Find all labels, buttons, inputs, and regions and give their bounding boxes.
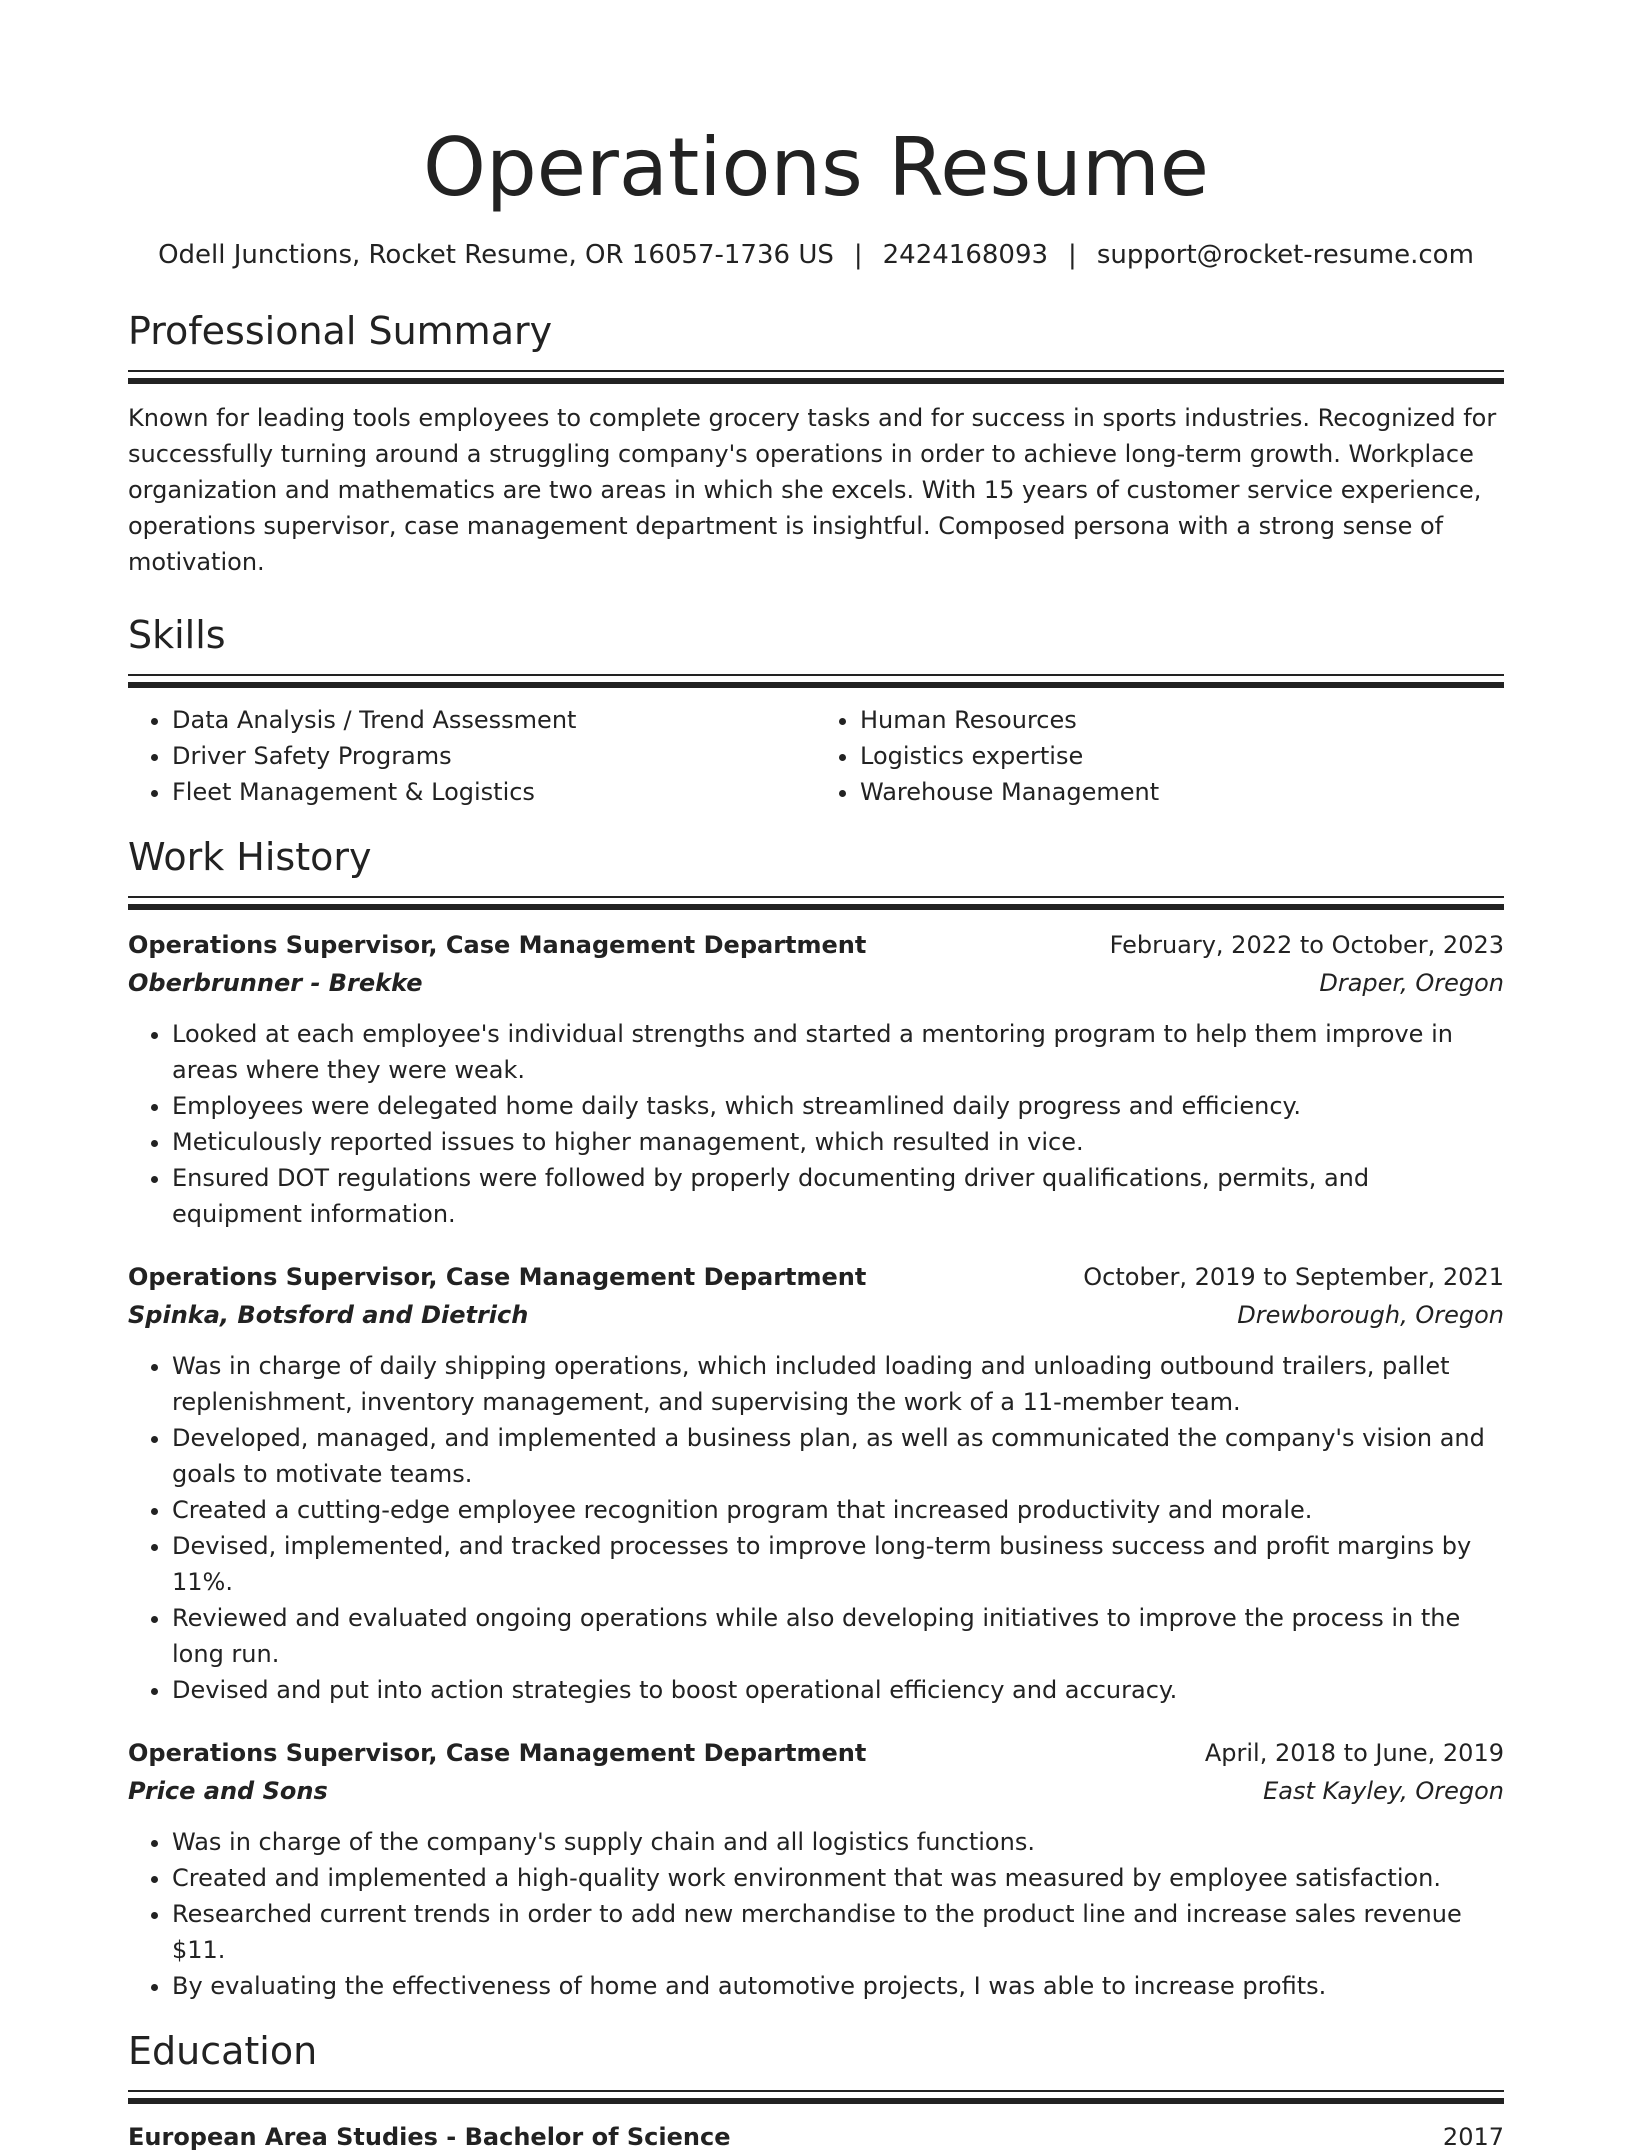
job-bullets — [128, 1016, 1504, 1232]
section-divider — [128, 682, 1504, 688]
job-company: Spinka, Botsford and Dietrich — [128, 1301, 529, 1329]
job-header — [128, 1258, 1504, 1296]
skill-item: • Data Analysis / Trend Assessment — [172, 702, 816, 738]
job-location: East Kayley, Oregon — [1263, 1777, 1504, 1805]
contact-separator: | — [853, 240, 863, 270]
job-entry — [128, 926, 1504, 1232]
job-subheader — [128, 1296, 1504, 1334]
education-entry — [128, 2118, 1504, 2156]
job-entry — [128, 1734, 1504, 2004]
skills-list — [128, 702, 1504, 810]
job-company: Oberbrunner - Brekke — [128, 969, 423, 997]
job-bullet: • Meticulously reported issues to higher management, which resulted in vice. — [172, 1124, 1504, 1160]
section-divider — [128, 378, 1504, 384]
skills-column-left — [128, 702, 816, 810]
job-bullet: • Created and implemented a high-quality work environment that was measured by employee satisfaction. — [172, 1860, 1504, 1896]
contact-line — [128, 238, 1504, 272]
skill-item: • Human Resources — [860, 702, 1504, 738]
job-subheader — [128, 1772, 1504, 1810]
job-title: Operations Supervisor, Case Management Department — [128, 1739, 867, 1767]
section-divider — [128, 2090, 1504, 2092]
job-entry — [128, 1258, 1504, 1708]
section-heading-work-history: Work History — [128, 835, 372, 879]
job-dates: October, 2019 to September, 2021 — [1083, 1263, 1504, 1291]
contact-separator: | — [1068, 240, 1077, 270]
job-bullets — [128, 1348, 1504, 1708]
contact-phone: 2424168093 — [882, 240, 1049, 270]
section-divider — [128, 370, 1504, 372]
job-bullet: • Devised, implemented, and tracked processes to improve long-term business success and profit margins by 11%. — [172, 1528, 1504, 1600]
job-header — [128, 1734, 1504, 1772]
education-section — [128, 2026, 1504, 2156]
job-header — [128, 926, 1504, 964]
job-bullet: • Researched current trends in order to add new merchandise to the product line and increase sales revenue $11. — [172, 1896, 1504, 1968]
job-subheader — [128, 964, 1504, 1002]
education-year: 2017 — [1442, 2123, 1504, 2151]
job-bullet: • Was in charge of daily shipping operations, which included loading and unloading outbound trailers, pallet replenishment, inventory management, and supervising the work of a 11-member team. — [172, 1348, 1504, 1420]
skill-item: • Logistics expertise — [860, 738, 1504, 774]
job-dates: February, 2022 to October, 2023 — [1109, 931, 1504, 959]
job-location: Draper, Oregon — [1319, 969, 1504, 997]
section-heading-education: Education — [128, 2029, 318, 2073]
contact-email[interactable]: support@rocket-resume.com — [1096, 240, 1474, 270]
job-dates: April, 2018 to June, 2019 — [1204, 1739, 1504, 1767]
skills-section — [128, 610, 1504, 810]
section-heading-summary: Professional Summary — [128, 309, 553, 353]
job-bullet: • By evaluating the effectiveness of home and automotive projects, I was able to increase profits. — [172, 1968, 1504, 2004]
summary-section — [128, 306, 1504, 580]
job-title: Operations Supervisor, Case Management Department — [128, 931, 867, 959]
job-location: Drewborough, Oregon — [1237, 1301, 1504, 1329]
job-bullet: • Created a cutting-edge employee recognition program that increased productivity and morale. — [172, 1492, 1504, 1528]
job-bullet: • Ensured DOT regulations were followed by properly documenting driver qualifications, permits, and equipment information. — [172, 1160, 1504, 1232]
job-bullet: • Looked at each employee's individual strengths and started a mentoring program to help them improve in areas where they were weak. — [172, 1016, 1504, 1088]
skill-item: • Driver Safety Programs — [172, 738, 816, 774]
section-divider — [128, 896, 1504, 898]
contact-address: Odell Junctions, Rocket Resume, OR 16057-1736 US — [158, 240, 834, 270]
job-bullets — [128, 1824, 1504, 2004]
page-title: Operations Resume — [423, 121, 1209, 214]
job-bullet: • Was in charge of the company's supply chain and all logistics functions. — [172, 1824, 1504, 1860]
summary-text: Known for leading tools employees to complete grocery tasks and for success in sports industries. Recognized for successfully turning around a struggling company's operations in order to achieve long-term growth. Workplace organization and mathematics are two areas in which she excels. With 15 years of customer service experience, operations supervisor, case management department is insightful. Composed persona with a strong sense of motivation. — [128, 404, 1497, 576]
job-bullet: • Reviewed and evaluated ongoing operations while also developing initiatives to improve the process in the long run. — [172, 1600, 1504, 1672]
skill-item: • Warehouse Management — [860, 774, 1504, 810]
job-bullet: • Developed, managed, and implemented a business plan, as well as communicated the company's vision and goals to motivate teams. — [172, 1420, 1504, 1492]
work-history-section — [128, 832, 1504, 2004]
section-heading-skills: Skills — [128, 613, 226, 657]
job-title: Operations Supervisor, Case Management Department — [128, 1263, 867, 1291]
job-bullet: • Devised and put into action strategies to boost operational efficiency and accuracy. — [172, 1672, 1504, 1708]
job-bullet: • Employees were delegated home daily tasks, which streamlined daily progress and efficiency. — [172, 1088, 1504, 1124]
section-divider — [128, 904, 1504, 910]
section-divider — [128, 674, 1504, 676]
section-divider — [128, 2098, 1504, 2104]
skill-item: • Fleet Management & Logistics — [172, 774, 816, 810]
education-degree: European Area Studies - Bachelor of Science — [128, 2123, 731, 2151]
job-company: Price and Sons — [128, 1777, 328, 1805]
skills-column-right — [816, 702, 1504, 810]
